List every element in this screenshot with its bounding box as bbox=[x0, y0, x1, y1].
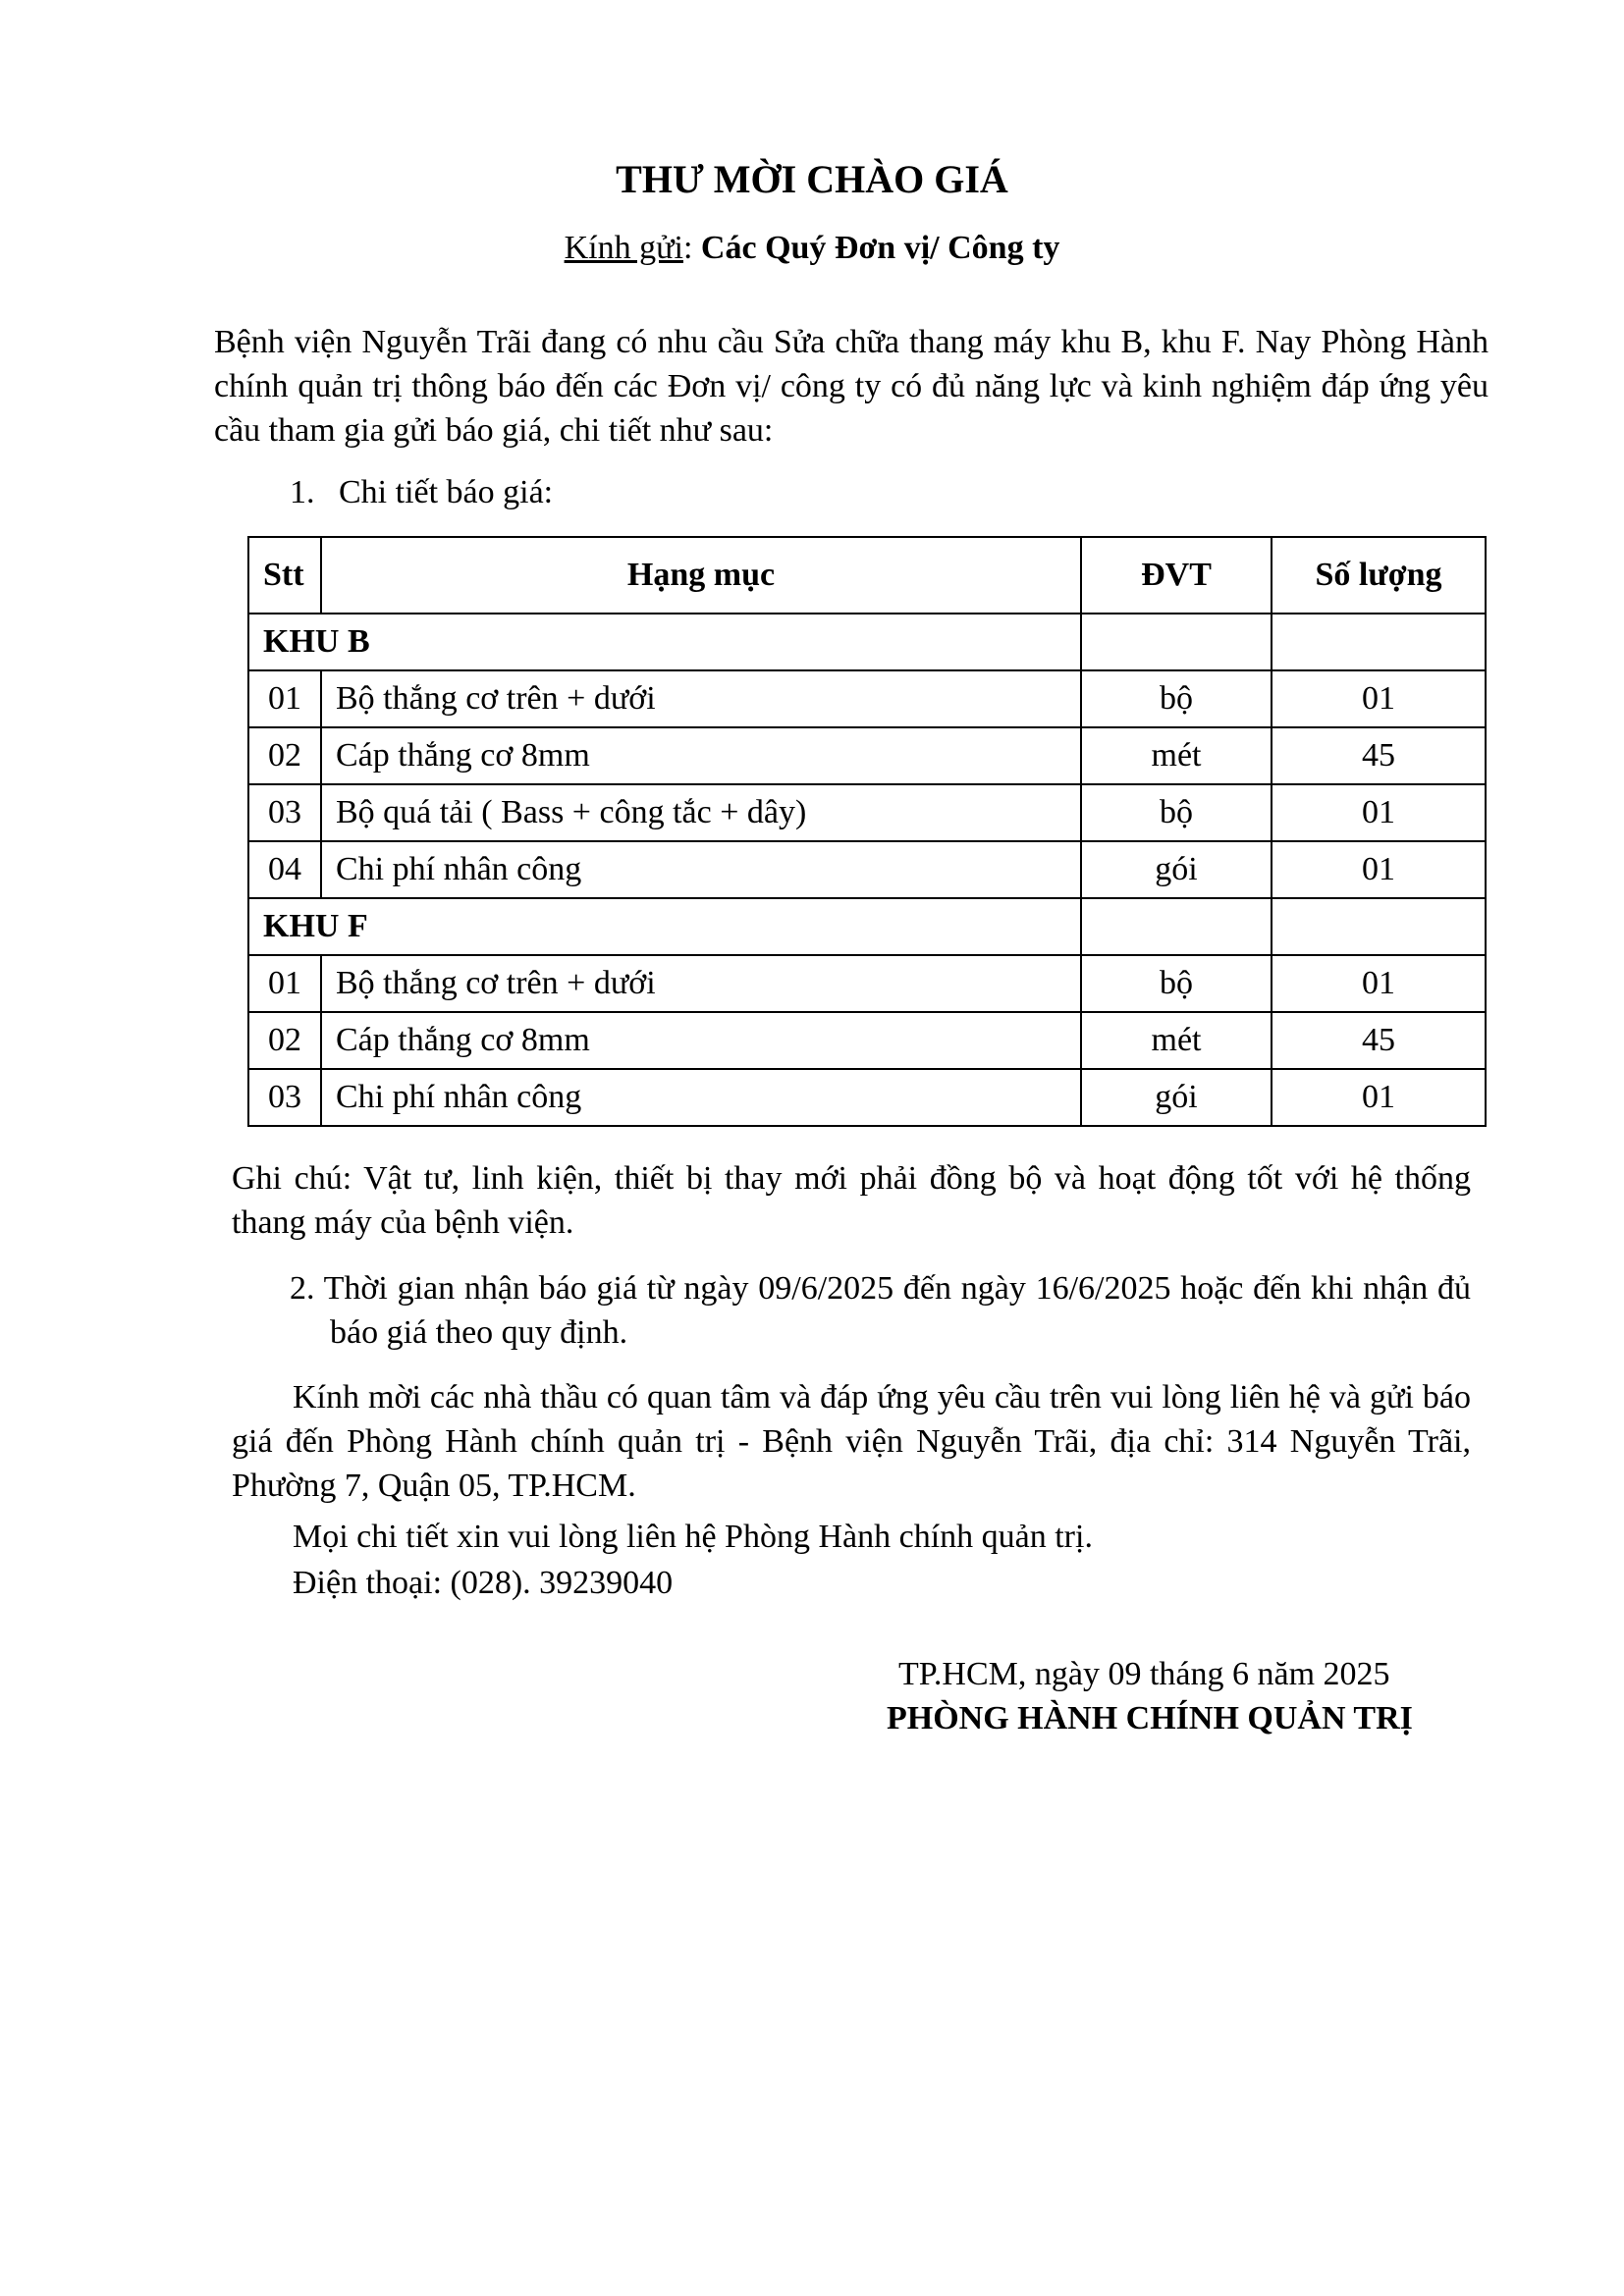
header-qty: Số lượng bbox=[1272, 537, 1486, 614]
cell-stt: 03 bbox=[248, 1069, 321, 1126]
section-row-khu-b bbox=[248, 614, 1486, 670]
cell-unit: gói bbox=[1081, 841, 1272, 898]
table-row bbox=[248, 841, 1486, 898]
cell-name: Cáp thắng cơ 8mm bbox=[321, 727, 1081, 784]
intro-paragraph: Bệnh viện Nguyễn Trãi đang có nhu cầu Sửa chữa thang máy khu B, khu F. Nay Phòng Hành chính quản trị thông báo đến các Đơn vị/ công ty có đủ năng lực và kinh nghiệm đáp ứng yêu cầu tham gia gửi báo giá, chi tiết như sau: bbox=[214, 324, 1489, 449]
signature-date: TP.HCM, ngày 09 tháng 6 năm 2025 bbox=[898, 1656, 1390, 1692]
list-item-2-text: Thời gian nhận báo giá từ ngày 09/6/2025 đến ngày 16/6/2025 hoặc đến khi nhận đủ báo giá theo quy định. bbox=[323, 1270, 1471, 1351]
cell-qty: 45 bbox=[1272, 1012, 1486, 1069]
table-row bbox=[248, 1069, 1486, 1126]
section-empty-cell bbox=[1272, 614, 1486, 670]
table-row bbox=[248, 727, 1486, 784]
cell-name: Chi phí nhân công bbox=[321, 841, 1081, 898]
document-title: THƯ MỜI CHÀO GIÁ bbox=[616, 157, 1008, 201]
cell-unit: mét bbox=[1081, 727, 1272, 784]
table-row bbox=[248, 784, 1486, 841]
cell-stt: 02 bbox=[248, 1012, 321, 1069]
cell-name: Bộ thắng cơ trên + dưới bbox=[321, 670, 1081, 727]
cell-unit: bộ bbox=[1081, 784, 1272, 841]
cell-unit: bộ bbox=[1081, 955, 1272, 1012]
section-label: KHU B bbox=[248, 614, 1081, 670]
cell-name: Cáp thắng cơ 8mm bbox=[321, 1012, 1081, 1069]
cell-qty: 01 bbox=[1272, 841, 1486, 898]
phone-line: Điện thoại: (028). 39239040 bbox=[293, 1565, 674, 1601]
cell-stt: 01 bbox=[248, 670, 321, 727]
section-label: KHU F bbox=[248, 898, 1081, 955]
table-row bbox=[248, 670, 1486, 727]
recipient-separator: : bbox=[682, 230, 701, 266]
cell-qty: 45 bbox=[1272, 727, 1486, 784]
section-empty-cell bbox=[1272, 898, 1486, 955]
cell-qty: 01 bbox=[1272, 784, 1486, 841]
table-header-row bbox=[248, 537, 1486, 614]
invitation-paragraph: Kính mời các nhà thầu có quan tâm và đáp ứng yêu cầu trên vui lòng liên hệ và gửi báo giá đến Phòng Hành chính quản trị - Bệnh viện Nguyễn Trãi, địa chỉ: 314 Nguyễn Trãi, Phường 7, Quận 05, TP.HCM. bbox=[232, 1379, 1471, 1504]
header-unit: ĐVT bbox=[1081, 537, 1272, 614]
signature-department: PHÒNG HÀNH CHÍNH QUẢN TRỊ bbox=[887, 1700, 1413, 1736]
cell-name: Chi phí nhân công bbox=[321, 1069, 1081, 1126]
quote-table bbox=[247, 536, 1487, 1127]
section-empty-cell bbox=[1081, 614, 1272, 670]
cell-qty: 01 bbox=[1272, 670, 1486, 727]
recipient-label: Kính gửi bbox=[564, 230, 683, 266]
header-stt: Stt bbox=[248, 537, 321, 614]
cell-stt: 04 bbox=[248, 841, 321, 898]
contact-line: Mọi chi tiết xin vui lòng liên hệ Phòng Hành chính quản trị. bbox=[293, 1519, 1093, 1555]
cell-unit: gói bbox=[1081, 1069, 1272, 1126]
cell-name: Bộ thắng cơ trên + dưới bbox=[321, 955, 1081, 1012]
list-item-2-body bbox=[290, 1266, 1471, 1355]
cell-qty: 01 bbox=[1272, 1069, 1486, 1126]
recipient-value: Các Quý Đơn vị/ Công ty bbox=[700, 230, 1060, 266]
list-item-1-text: Chi tiết báo giá: bbox=[339, 474, 554, 510]
table-row bbox=[248, 1012, 1486, 1069]
list-item-2 bbox=[290, 1266, 1471, 1355]
cell-name: Bộ quá tải ( Bass + công tắc + dây) bbox=[321, 784, 1081, 841]
list-item-1 bbox=[290, 470, 553, 514]
list-item-1-number: 1. bbox=[290, 474, 315, 510]
cell-unit: bộ bbox=[1081, 670, 1272, 727]
section-row-khu-f bbox=[248, 898, 1486, 955]
table-row bbox=[248, 955, 1486, 1012]
cell-stt: 01 bbox=[248, 955, 321, 1012]
section-empty-cell bbox=[1081, 898, 1272, 955]
recipient-line bbox=[0, 226, 1624, 270]
cell-stt: 02 bbox=[248, 727, 321, 784]
cell-stt: 03 bbox=[248, 784, 321, 841]
cell-qty: 01 bbox=[1272, 955, 1486, 1012]
note-paragraph: Ghi chú: Vật tư, linh kiện, thiết bị thay mới phải đồng bộ và hoạt động tốt với hệ thống thang máy của bệnh viện. bbox=[232, 1160, 1471, 1241]
list-item-2-number: 2. bbox=[290, 1270, 315, 1307]
cell-unit: mét bbox=[1081, 1012, 1272, 1069]
header-name: Hạng mục bbox=[321, 537, 1081, 614]
